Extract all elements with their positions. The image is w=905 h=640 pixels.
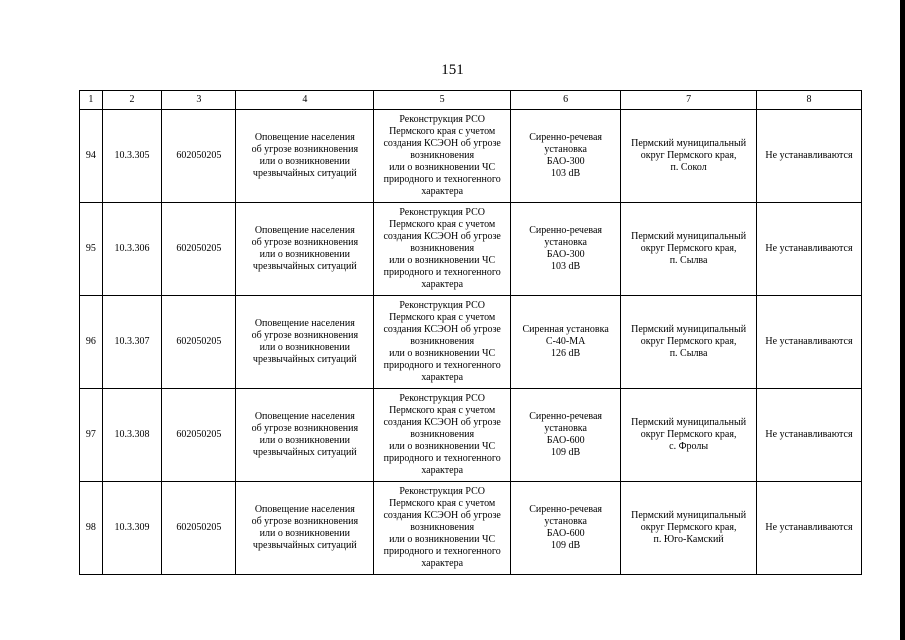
item-code-cell: 10.3.306 — [102, 203, 162, 296]
header-cell-8: 8 — [757, 91, 862, 110]
project-cell: Реконструкция РСО Пермского края с учетом создания КСЭОН об угрозе возникновения или о возникновении ЧС природного и техногенного характера — [374, 203, 511, 296]
location-cell: Пермский муниципальный округ Пермского края, п. Сокол — [621, 110, 757, 203]
row-number-cell: 96 — [80, 296, 103, 389]
header-cell-6: 6 — [511, 91, 621, 110]
header-cell-5: 5 — [374, 91, 511, 110]
document-table — [79, 90, 862, 575]
row-number-cell: 97 — [80, 389, 103, 482]
table-body — [80, 110, 862, 575]
note-cell: Не устанавливаются — [757, 110, 862, 203]
note-cell: Не устанавливаются — [757, 203, 862, 296]
row-number-cell: 94 — [80, 110, 103, 203]
purpose-cell: Оповещение населения об угрозе возникновения или о возникновении чрезвычайных ситуаций — [236, 482, 374, 575]
location-cell: Пермский муниципальный округ Пермского края, п. Сылва — [621, 203, 757, 296]
project-cell: Реконструкция РСО Пермского края с учетом создания КСЭОН об угрозе возникновения или о возникновении ЧС природного и техногенного характера — [374, 296, 511, 389]
purpose-cell: Оповещение населения об угрозе возникновения или о возникновении чрезвычайных ситуаций — [236, 110, 374, 203]
table-row — [80, 110, 862, 203]
location-cell: Пермский муниципальный округ Пермского края, п. Юго-Камский — [621, 482, 757, 575]
purpose-cell: Оповещение населения об угрозе возникновения или о возникновении чрезвычайных ситуаций — [236, 389, 374, 482]
row-number-cell: 98 — [80, 482, 103, 575]
header-cell-1: 1 — [80, 91, 103, 110]
table-row — [80, 482, 862, 575]
project-cell: Реконструкция РСО Пермского края с учетом создания КСЭОН об угрозе возникновения или о возникновении ЧС природного и техногенного характера — [374, 389, 511, 482]
item-code-cell: 10.3.308 — [102, 389, 162, 482]
header-cell-7: 7 — [621, 91, 757, 110]
note-cell: Не устанавливаются — [757, 296, 862, 389]
item-code-cell: 10.3.307 — [102, 296, 162, 389]
purpose-cell: Оповещение населения об угрозе возникновения или о возникновении чрезвычайных ситуаций — [236, 203, 374, 296]
header-cell-2: 2 — [102, 91, 162, 110]
header-cell-4: 4 — [236, 91, 374, 110]
equipment-cell: Сиренная установка С-40-МА 126 dB — [511, 296, 621, 389]
kbk-code-cell: 602050205 — [162, 110, 236, 203]
kbk-code-cell: 602050205 — [162, 296, 236, 389]
table-header — [80, 91, 862, 110]
table-row — [80, 203, 862, 296]
row-number-cell: 95 — [80, 203, 103, 296]
note-cell: Не устанавливаются — [757, 389, 862, 482]
item-code-cell: 10.3.309 — [102, 482, 162, 575]
kbk-code-cell: 602050205 — [162, 203, 236, 296]
equipment-cell: Сиренно-речевая установка БАО-600 109 dB — [511, 482, 621, 575]
equipment-cell: Сиренно-речевая установка БАО-300 103 dB — [511, 110, 621, 203]
note-cell: Не устанавливаются — [757, 482, 862, 575]
equipment-cell: Сиренно-речевая установка БАО-600 109 dB — [511, 389, 621, 482]
scan-edge-border — [900, 0, 905, 640]
page-number: 151 — [441, 62, 464, 78]
location-cell: Пермский муниципальный округ Пермского края, с. Фролы — [621, 389, 757, 482]
kbk-code-cell: 602050205 — [162, 482, 236, 575]
header-cell-3: 3 — [162, 91, 236, 110]
header-row — [80, 91, 862, 110]
location-cell: Пермский муниципальный округ Пермского края, п. Сылва — [621, 296, 757, 389]
kbk-code-cell: 602050205 — [162, 389, 236, 482]
equipment-cell: Сиренно-речевая установка БАО-300 103 dB — [511, 203, 621, 296]
project-cell: Реконструкция РСО Пермского края с учетом создания КСЭОН об угрозе возникновения или о возникновении ЧС природного и техногенного характера — [374, 110, 511, 203]
table-row — [80, 296, 862, 389]
project-cell: Реконструкция РСО Пермского края с учетом создания КСЭОН об угрозе возникновения или о возникновении ЧС природного и техногенного характера — [374, 482, 511, 575]
table-row — [80, 389, 862, 482]
item-code-cell: 10.3.305 — [102, 110, 162, 203]
purpose-cell: Оповещение населения об угрозе возникновения или о возникновении чрезвычайных ситуаций — [236, 296, 374, 389]
